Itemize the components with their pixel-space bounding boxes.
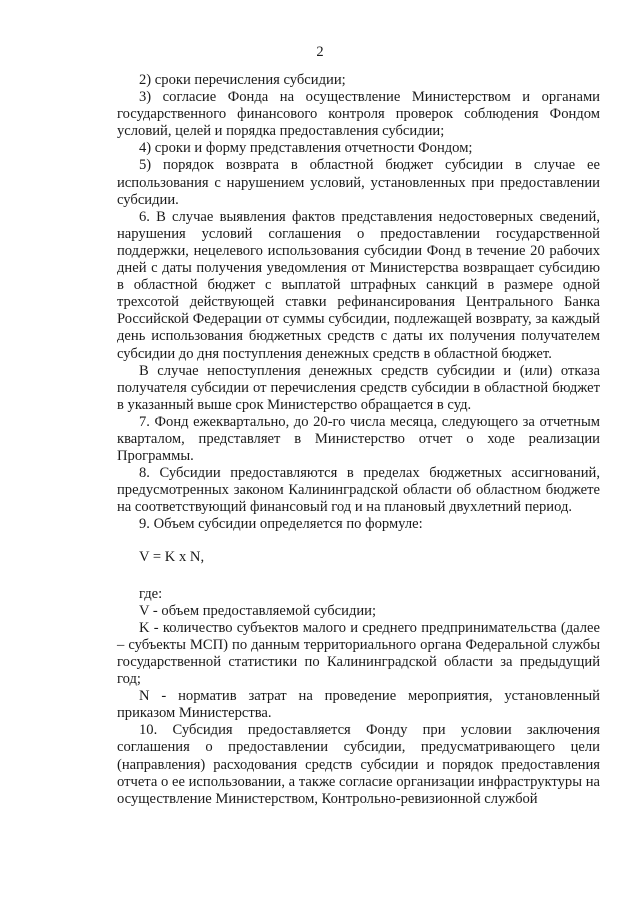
formula: V = K x N, [139,548,205,565]
paragraph: N - норматив затрат на проведение мероприятия, установленный приказом Министерства. [117,688,600,722]
page-number: 2 [316,44,324,60]
paragraph: 7. Фонд ежеквартально, до 20-го числа месяца, следующего за отчетным кварталом, представляет в Министерство отчет о ходе реализации Программы. [117,413,600,465]
paragraph: V - объем предоставляемой субсидии; [139,602,377,619]
paragraph: 9. Объем субсидии определяется по формуле: [139,516,423,533]
paragraph: В случае непоступления денежных средств субсидии и (или) отказа получателя субсидии от перечисления средств субсидии в областной бюджет в указанный выше срок Министерство обращается в суд. [117,362,600,413]
paragraph: 6. В случае выявления фактов представления недостоверных сведений, нарушения условий соглашения о предоставлении государственной поддержки, нецелевого использования субсидии Фонд в течение 20 рабочих дней с даты получения уведомления от Министерства возвращает субсидию в областной бюджет с выплатой штрафных санкций в размере одной трехсотой действующей ставки рефинансирования Центрального Банка Российской Федерации от суммы субсидии, подлежащей возврату, за каждый день использования бюджетных средств с даты их получения получателем субсидии до дня поступления денежных средств в областной бюджет. [117,208,600,362]
paragraph: 8. Субсидии предоставляются в пределах бюджетных ассигнований, предусмотренных законом Калининградской области об областном бюджете на соответствующий финансовый год и на плановый двухлетний период. [117,465,600,516]
paragraph: 3) согласие Фонда на осуществление Министерством и органами государственного финансового контроля проверок соблюдения Фондом условий, целей и порядка предоставления субсидии; [117,89,600,140]
paragraph: 5) порядок возврата в областной бюджет субсидии в случае ее использования с нарушением условий, установленных при предоставлении субсидии. [117,157,600,208]
paragraph: 10. Субсидия предоставляется Фонду при условии заключения соглашения о предоставлении субсидии, предусматривающего цели (направления) расходования средств субсидии и порядок предоставления отчета о ее использовании, а также согласие организации инфраструктуры на осуществление Министерством, Контрольно-ревизионной службой [117,722,600,807]
paragraph: 4) сроки и форму представления отчетности Фондом; [139,140,473,157]
paragraph: 2) сроки перечисления субсидии; [139,72,346,88]
paragraph: K - количество субъектов малого и среднего предпринимательства (далее – субъекты МСП) по данным территориального органа Федеральной службы государственной статистики по Калининградской области за предыдущий год; [117,619,600,688]
paragraph: где: [139,585,163,602]
document-body [117,72,600,808]
